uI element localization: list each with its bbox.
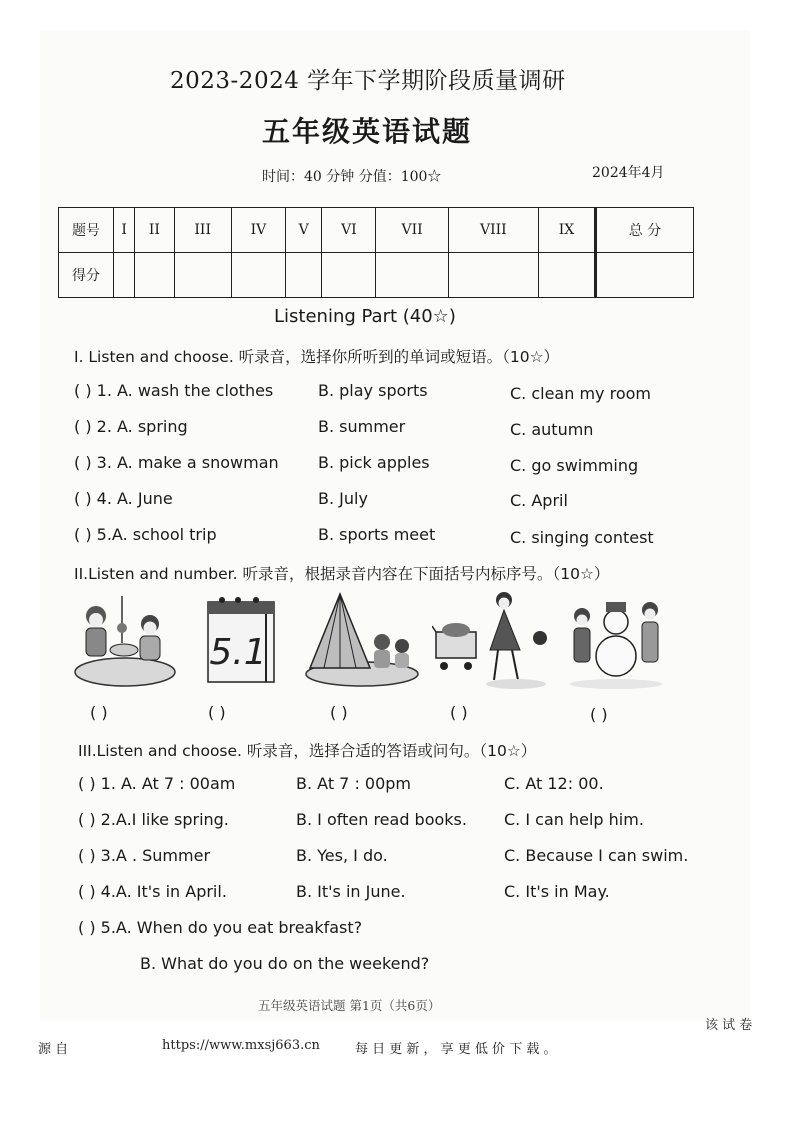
s2-answer-paren-2[interactable]: ( ) xyxy=(208,703,226,722)
s3-q4-b: B. It's in June. xyxy=(296,882,406,901)
s1-q1-a: ( ) 1. A. wash the clothes xyxy=(74,381,274,400)
score-cell[interactable] xyxy=(322,253,376,298)
source-note-left: 源 自 xyxy=(38,1042,69,1057)
s3-q5-line2: B. What do you do on the weekend? xyxy=(140,954,430,973)
score-table-score-row xyxy=(59,253,694,298)
score-table-col: VII xyxy=(376,208,448,253)
score-table xyxy=(58,207,694,298)
score-table-col: I xyxy=(114,208,135,253)
score-table-total-label: 总 分 xyxy=(596,208,694,253)
s1-q3-a: ( ) 3. A. make a snowman xyxy=(74,453,279,472)
snowman-picture xyxy=(566,588,666,692)
calendar-date-text: 5.1 xyxy=(209,632,267,673)
source-url-link[interactable]: https://www.mxsj663.cn xyxy=(162,1038,320,1053)
s3-q1-c: C. At 12: 00. xyxy=(504,774,604,793)
s2-answer-paren-4[interactable]: ( ) xyxy=(450,703,468,722)
s1-q4-b: B. July xyxy=(318,489,368,508)
s3-q5-line1: ( ) 5.A. When do you eat breakfast? xyxy=(78,918,363,937)
calendar-picture xyxy=(200,588,278,692)
s2-answer-paren-5[interactable]: ( ) xyxy=(590,705,608,724)
s2-answer-paren-1[interactable]: ( ) xyxy=(90,703,108,722)
page-footer: 五年级英语试题 第1页（共6页） xyxy=(258,998,441,1013)
score-cell[interactable] xyxy=(286,253,322,298)
s3-q3-a: ( ) 3.A . Summer xyxy=(78,846,211,865)
s1-q2-a: ( ) 2. A. spring xyxy=(74,417,188,436)
s2-answer-paren-3[interactable]: ( ) xyxy=(330,703,348,722)
s1-q4-a: ( ) 4. A. June xyxy=(74,489,173,508)
score-cell[interactable] xyxy=(231,253,285,298)
s1-q5-a: ( ) 5.A. school trip xyxy=(74,525,217,544)
source-note-tail: 每 日 更 新 ， 享 更 低 价 下 载 。 xyxy=(355,1042,557,1057)
shopping-picture xyxy=(432,588,552,692)
score-table-header-row xyxy=(59,208,694,253)
camping-picture xyxy=(304,588,420,692)
score-table-col: IV xyxy=(231,208,285,253)
s3-q1-a: ( ) 1. A. At 7 : 00am xyxy=(78,774,236,793)
s3-q4-c: C. It's in May. xyxy=(504,882,610,901)
listening-part-title: Listening Part (40☆) xyxy=(274,306,456,327)
section2-heading: II.Listen and number. 听录音，根据录音内容在下面括号内标序号。（10☆） xyxy=(74,565,610,583)
exam-meta: 时间：40 分钟 分值：100☆ xyxy=(262,169,442,185)
s3-q4-a: ( ) 4.A. It's in April. xyxy=(78,882,227,901)
score-table-col: V xyxy=(286,208,322,253)
score-cell[interactable] xyxy=(376,253,448,298)
exam-title-line1: 2023-2024 学年下学期阶段质量调研 xyxy=(170,68,566,94)
score-total-cell[interactable] xyxy=(596,253,694,298)
s3-q3-c: C. Because I can swim. xyxy=(504,846,689,865)
score-cell[interactable] xyxy=(174,253,231,298)
score-cell[interactable] xyxy=(114,253,135,298)
score-table-col: II xyxy=(135,208,174,253)
section3-heading: III.Listen and choose. 听录音，选择合适的答语或问句。（10☆） xyxy=(78,742,537,760)
s3-q3-b: B. Yes, I do. xyxy=(296,846,388,865)
score-cell[interactable] xyxy=(448,253,538,298)
s1-q5-b: B. sports meet xyxy=(318,525,436,544)
score-table-row-label: 题号 xyxy=(59,208,114,253)
score-table-col: III xyxy=(174,208,231,253)
score-table-col: IX xyxy=(538,208,595,253)
score-cell[interactable] xyxy=(135,253,174,298)
s1-q4-c: C. April xyxy=(510,491,568,510)
s1-q3-b: B. pick apples xyxy=(318,453,430,472)
score-table-col: VI xyxy=(322,208,376,253)
s3-q1-b: B. At 7 : 00pm xyxy=(296,774,412,793)
s1-q3-c: C. go swimming xyxy=(510,456,639,475)
exam-date: 2024年4月 xyxy=(592,165,665,181)
s1-q2-b: B. summer xyxy=(318,417,406,436)
section1-heading: I. Listen and choose. 听录音，选择你所听到的单词或短语。（10☆） xyxy=(74,348,560,366)
s1-q1-b: B. play sports xyxy=(318,381,428,400)
score-table-row-label: 得分 xyxy=(59,253,114,298)
s3-q2-c: C. I can help him. xyxy=(504,810,644,829)
s3-q2-b: B. I often read books. xyxy=(296,810,467,829)
s1-q1-c: C. clean my room xyxy=(510,384,651,403)
score-cell[interactable] xyxy=(538,253,595,298)
score-table-col: VIII xyxy=(448,208,538,253)
s3-q2-a: ( ) 2.A.I like spring. xyxy=(78,810,229,829)
picnic-picture xyxy=(72,588,178,692)
s1-q5-c: C. singing contest xyxy=(510,528,654,547)
exam-title-line2: 五年级英语试题 xyxy=(262,115,473,148)
s1-q2-c: C. autumn xyxy=(510,420,594,439)
source-note-right: 该 试 卷 xyxy=(705,1018,753,1033)
